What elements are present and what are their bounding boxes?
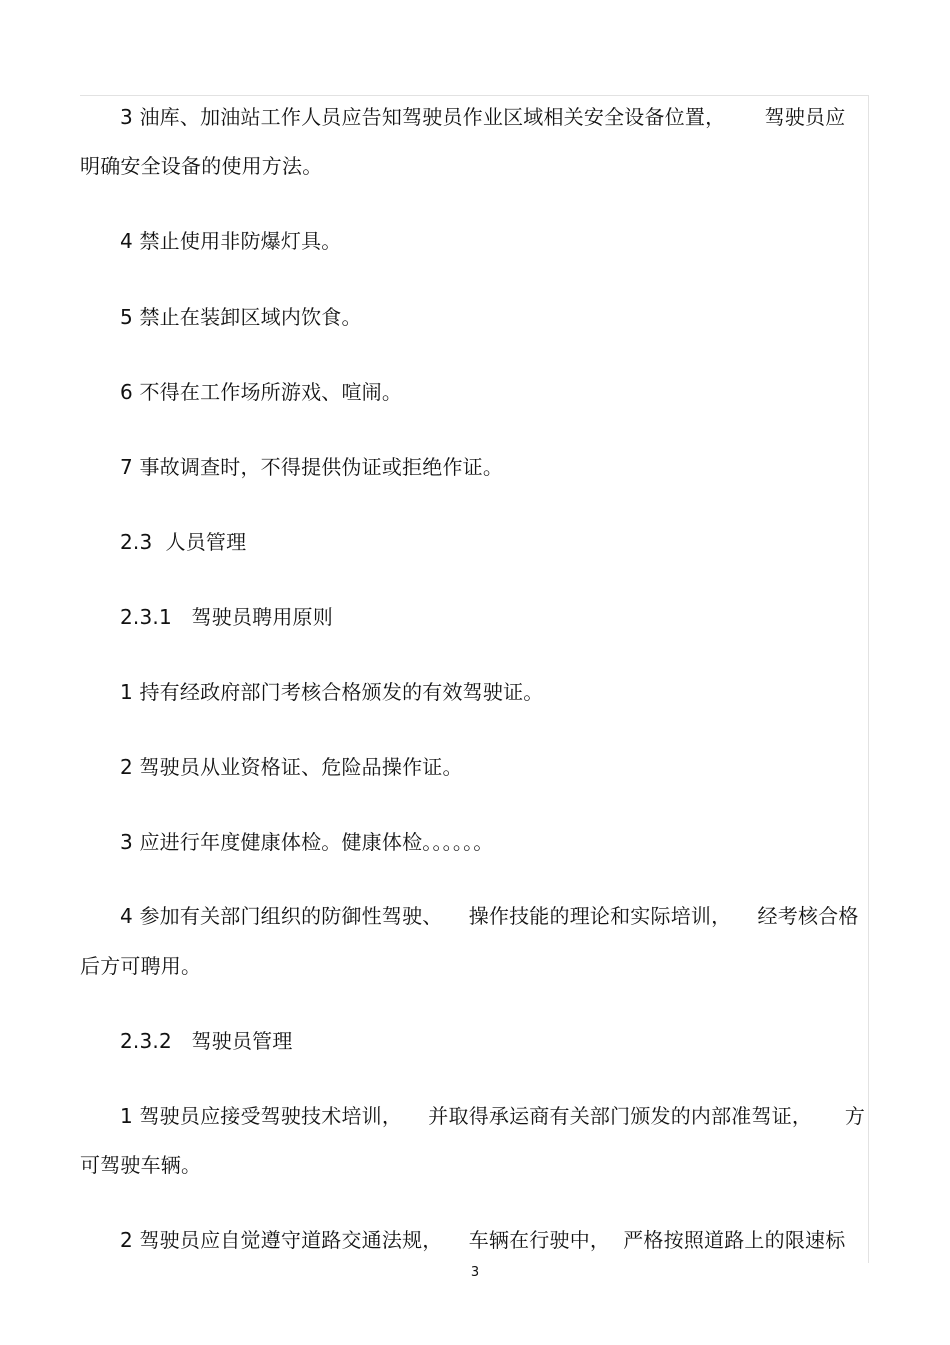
hire-item-3-line-1: 3 应进行年度健康体检。健康体检。。。。。。 xyxy=(120,830,494,854)
hire-item-4-line-1: 4 参加有关部门组织的防御性驾驶、 操作技能的理论和实际培训， 经考核合格 xyxy=(120,904,859,928)
page-frame-right-border xyxy=(868,95,869,1263)
heading-2-3-line-1: 2.3 人员管理 xyxy=(120,530,247,554)
mgmt-item-1-line-2: 可驾驶车辆。 xyxy=(80,1153,202,1177)
page-frame-top-border xyxy=(80,95,868,96)
item-5-eating-line-1: 5 禁止在装卸区域内饮食。 xyxy=(120,305,362,329)
mgmt-item-1-line-1: 1 驾驶员应接受驾驶技术培训， 并取得承运商有关部门颁发的内部准驾证， 方 xyxy=(120,1104,866,1128)
hire-item-4-line-2: 后方可聘用。 xyxy=(80,954,202,978)
item-7-investigation-line-1: 7 事故调查时，不得提供伪证或拒绝作证。 xyxy=(120,455,504,479)
heading-2-3-1-line-1: 2.3.1 驾驶员聘用原则 xyxy=(120,605,333,629)
heading-2-3-2-line-1: 2.3.2 驾驶员管理 xyxy=(120,1029,293,1053)
item-3-safety-equipment-line-1: 3 油库、加油站工作人员应告知驾驶员作业区域相关安全设备位置， 驾驶员应 xyxy=(120,105,846,129)
hire-item-2-line-1: 2 驾驶员从业资格证、危险品操作证。 xyxy=(120,755,463,779)
item-6-noise-line-1: 6 不得在工作场所游戏、喧闹。 xyxy=(120,380,403,404)
mgmt-item-2-line-1: 2 驾驶员应自觉遵守道路交通法规， 车辆在行驶中， 严格按照道路上的限速标 xyxy=(120,1228,846,1252)
item-3-safety-equipment-line-2: 明确安全设备的使用方法。 xyxy=(80,154,323,178)
page-number: 3 xyxy=(470,1265,480,1280)
item-4-lamps-line-1: 4 禁止使用非防爆灯具。 xyxy=(120,229,342,253)
hire-item-1-line-1: 1 持有经政府部门考核合格颁发的有效驾驶证。 xyxy=(120,680,544,704)
